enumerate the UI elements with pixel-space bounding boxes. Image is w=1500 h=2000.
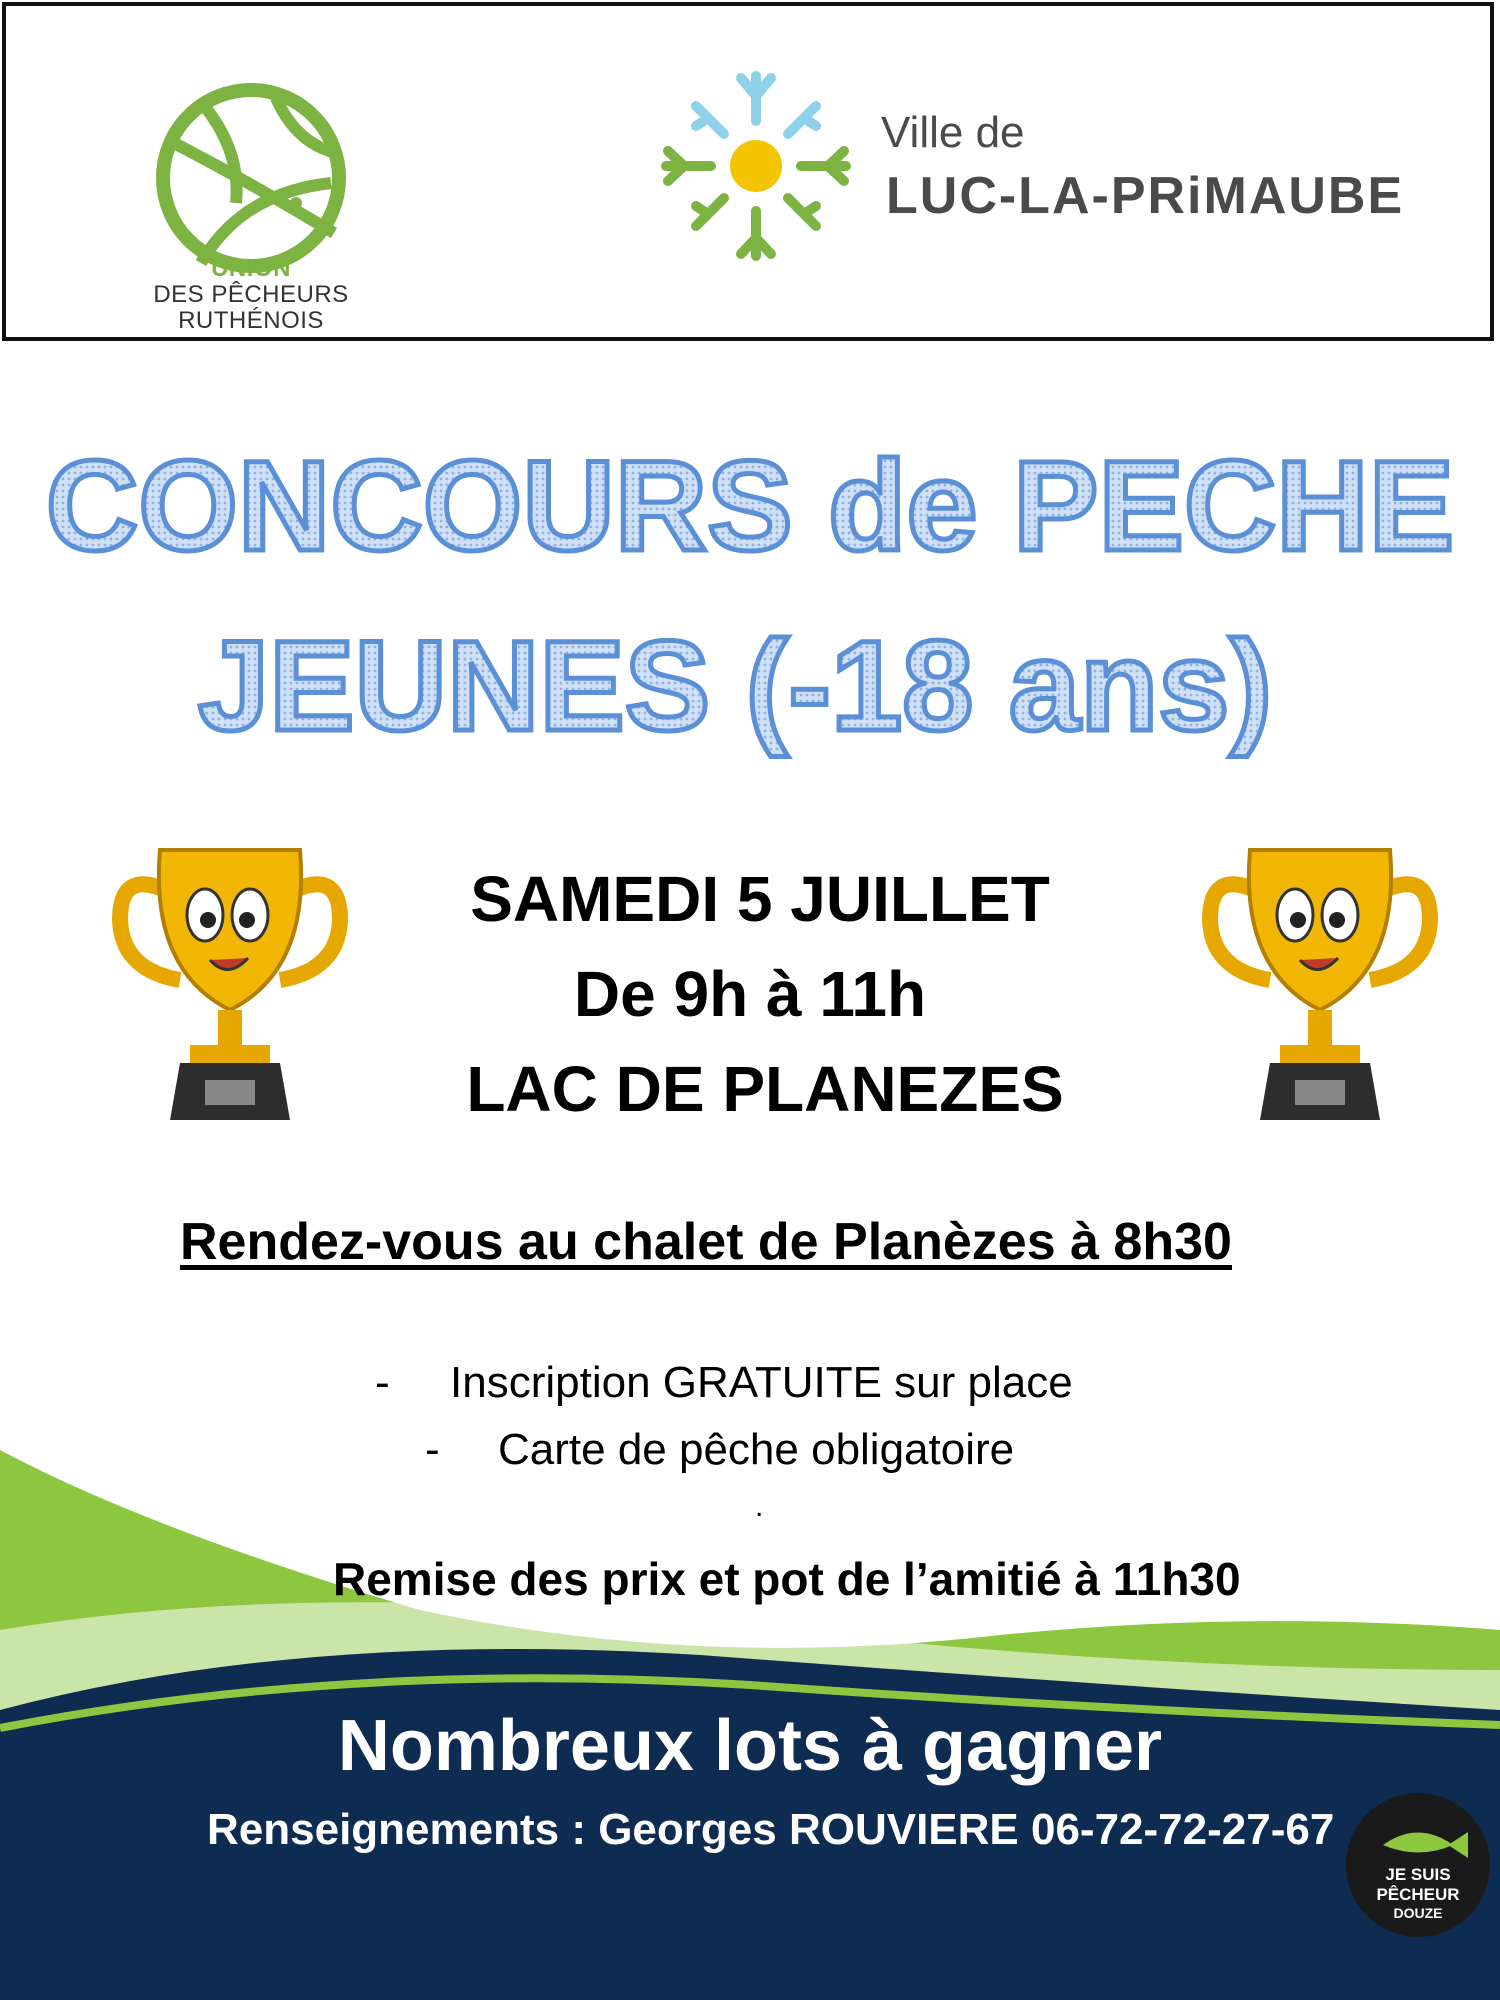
fish-badge-icon [1343, 1790, 1493, 1940]
header-logos-box [2, 2, 1494, 341]
contact-info: Renseignements : Georges ROUVIERE 06-72-72-27-67 [207, 1805, 1335, 1854]
title-line1: CONCOURS de PECHE [45, 440, 1455, 578]
union-line3: RUTHÉNOIS [178, 307, 324, 334]
event-hours: De 9h à 11h [573, 958, 927, 1030]
badge-line3: DOUZE [1393, 1905, 1443, 1921]
ville-de-text: Ville de [881, 108, 1025, 157]
bullet-inscription: Inscription GRATUITE sur place [450, 1358, 1073, 1407]
badge-line1: JE SUIS [1385, 1865, 1451, 1884]
event-date: SAMEDI 5 JUILLET [470, 863, 1050, 935]
title-line2: JEUNES (-18 ans) [197, 615, 1273, 758]
bullet-dash: - [375, 1358, 390, 1407]
rendezvous-text: Rendez-vous au chalet de Planèzes à 8h30 [180, 1213, 1232, 1271]
remise-text: Remise des prix et pot de l’amitié à 11h30 [333, 1553, 1241, 1605]
event-place: LAC DE PLANEZES [466, 1053, 1064, 1125]
badge-line2: PÊCHEUR [1376, 1885, 1460, 1904]
lots-text: Nombreux lots à gagner [337, 1706, 1163, 1786]
union-line2: DES PÊCHEURS [153, 281, 349, 308]
sun-logo-icon [656, 66, 856, 266]
ville-name-text: LUC-LA-PRiMAUBE [886, 167, 1405, 225]
union-line1: UNION [211, 255, 291, 282]
union-logo-text [111, 256, 391, 334]
dot-separator: . [755, 1490, 764, 1523]
bullet-carte: Carte de pêche obligatoire [498, 1425, 1015, 1474]
page-title [0, 440, 1500, 780]
bullet-dash: - [425, 1425, 440, 1474]
